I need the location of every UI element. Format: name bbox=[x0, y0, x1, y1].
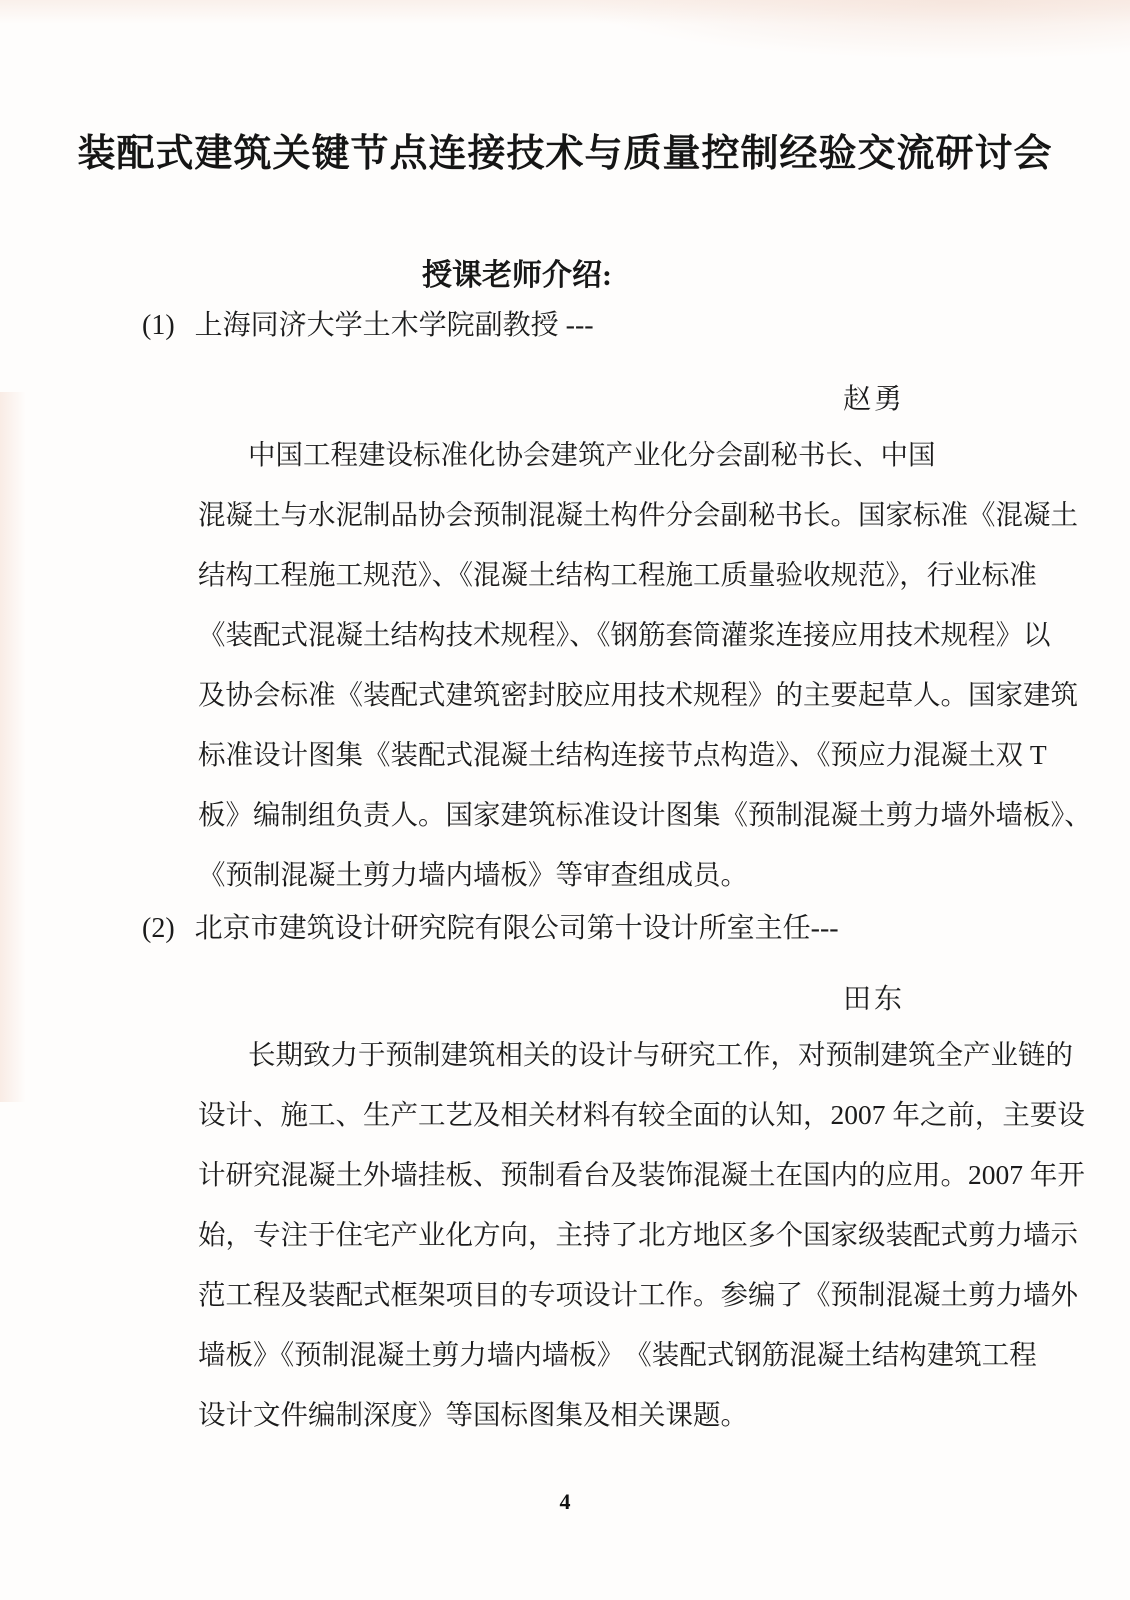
bio-line: 混凝土与水泥制品协会预制混凝土构件分会副秘书长。国家标准《混凝土 bbox=[198, 499, 1078, 530]
scan-artifact-left-streak bbox=[0, 392, 26, 1102]
bio-line: 标准设计图集《装配式混凝土结构连接节点构造》、《预应力混凝土双 T bbox=[198, 739, 1047, 770]
instructor-2-name: 田东 bbox=[842, 984, 905, 1015]
bio-line: 墙板》《预制混凝土剪力墙内墙板》 《装配式钢筋混凝土结构建筑工程 bbox=[198, 1339, 1037, 1370]
bio-line: 设计、施工、生产工艺及相关材料有较全面的认知，2007 年之前，主要设 bbox=[198, 1099, 1085, 1130]
bio-line: 《预制混凝土剪力墙内墙板》等审查组成员。 bbox=[198, 859, 748, 890]
instructor-1-bio bbox=[198, 425, 1092, 905]
instructor-2-position: 北京市建筑设计研究院有限公司第十设计所室主任--- bbox=[194, 913, 839, 944]
bio-line: 始，专注于住宅产业化方向，主持了北方地区多个国家级装配式剪力墙示 bbox=[198, 1219, 1078, 1250]
bio-line: 长期致力于预制建筑相关的设计与研究工作，对预制建筑全产业链的 bbox=[248, 1039, 1073, 1070]
bio-line: 板》编制组负责人。国家建筑标准设计图集《预制混凝土剪力墙外墙板》、 bbox=[198, 799, 1092, 830]
document-title: 装配式建筑关键节点连接技术与质量控制经验交流研讨会 bbox=[77, 133, 1053, 175]
instructor-2-header bbox=[142, 906, 839, 946]
bio-line: 设计文件编制深度》等国标图集及相关课题。 bbox=[198, 1399, 748, 1430]
section-heading: 授课老师介绍: bbox=[422, 259, 612, 292]
bio-line: 计研究混凝土外墙挂板、预制看台及装饰混凝土在国内的应用。2007 年开 bbox=[198, 1159, 1085, 1190]
bio-line: 《装配式混凝土结构技术规程》、《钢筋套筒灌浆连接应用技术规程》以 bbox=[198, 619, 1051, 650]
bio-line: 及协会标准《装配式建筑密封胶应用技术规程》的主要起草人。国家建筑 bbox=[198, 679, 1078, 710]
instructor-2-index: (2) bbox=[142, 913, 175, 944]
bio-line: 中国工程建设标准化协会建筑产业化分会副秘书长、中国 bbox=[248, 439, 936, 470]
scan-artifact-top-right bbox=[570, 0, 1130, 60]
instructor-2-bio bbox=[198, 1025, 1085, 1445]
instructor-1-index: (1) bbox=[142, 310, 175, 341]
page-number: 4 bbox=[559, 1489, 571, 1514]
instructor-1-name: 赵勇 bbox=[842, 384, 905, 415]
scan-artifact-top bbox=[0, 0, 1130, 24]
instructor-1-position: 上海同济大学土木学院副教授 --- bbox=[194, 310, 594, 341]
instructor-1-header bbox=[142, 303, 594, 343]
bio-line: 结构工程施工规范》、《混凝土结构工程施工质量验收规范》，行业标准 bbox=[198, 559, 1037, 590]
bio-line: 范工程及装配式框架项目的专项设计工作。参编了《预制混凝土剪力墙外 bbox=[198, 1279, 1078, 1310]
